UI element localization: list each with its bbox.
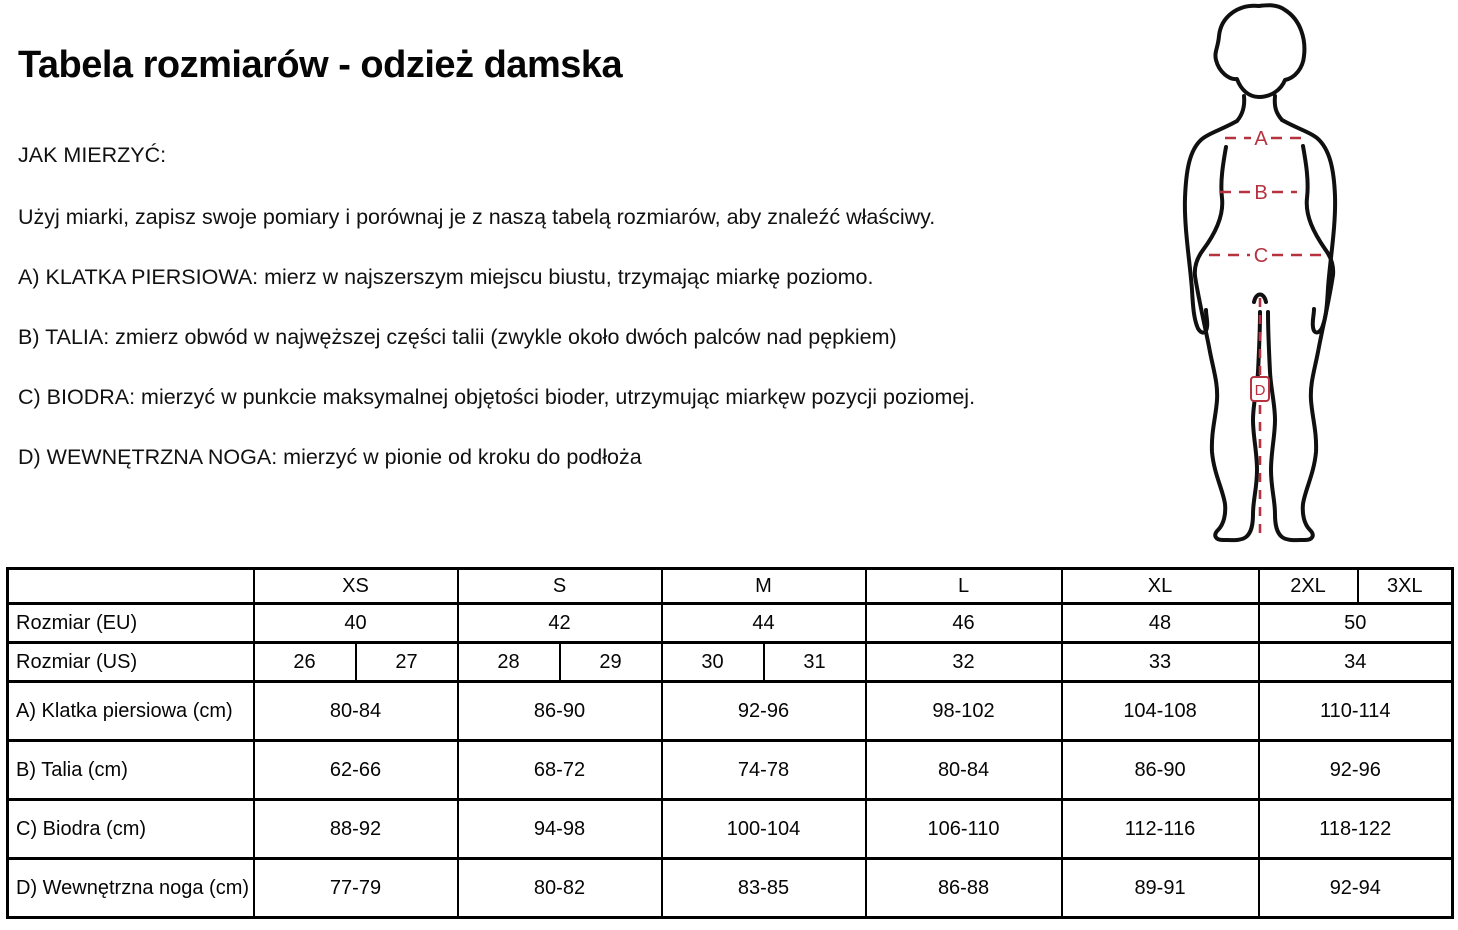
corner-cell bbox=[8, 569, 254, 604]
measure-label-a: A bbox=[1254, 128, 1268, 150]
cell: 30 bbox=[662, 643, 764, 682]
instruction-inner-leg: D) WEWNĘTRZNA NOGA: mierzyć w pionie od kroku do podłoża bbox=[18, 445, 642, 469]
cell: 40 bbox=[254, 604, 458, 643]
row-label: Rozmiar (US) bbox=[8, 643, 254, 682]
size-header-m: M bbox=[662, 569, 866, 604]
cell: 80-82 bbox=[458, 859, 662, 918]
size-header-l: L bbox=[866, 569, 1062, 604]
row-label: C) Biodra (cm) bbox=[8, 800, 254, 859]
head-outline bbox=[1215, 5, 1304, 97]
measure-label-c: C bbox=[1253, 245, 1269, 267]
table-row-us bbox=[8, 643, 1453, 682]
cell: 26 bbox=[254, 643, 356, 682]
cell: 86-90 bbox=[458, 682, 662, 741]
cell: 50 bbox=[1259, 604, 1453, 643]
cell: 104-108 bbox=[1062, 682, 1259, 741]
cell: 92-96 bbox=[662, 682, 866, 741]
size-header-3xl: 3XL bbox=[1358, 569, 1453, 604]
cell: 46 bbox=[866, 604, 1062, 643]
cell: 92-96 bbox=[1259, 741, 1453, 800]
table-row-hips bbox=[8, 800, 1453, 859]
size-header-2xl: 2XL bbox=[1259, 569, 1358, 604]
cell: 86-90 bbox=[1062, 741, 1259, 800]
cell: 112-116 bbox=[1062, 800, 1259, 859]
cell: 118-122 bbox=[1259, 800, 1453, 859]
cell: 48 bbox=[1062, 604, 1259, 643]
size-header-xs: XS bbox=[254, 569, 458, 604]
cell: 42 bbox=[458, 604, 662, 643]
table-row-sizes bbox=[8, 569, 1453, 604]
cell: 89-91 bbox=[1062, 859, 1259, 918]
female-body-figure bbox=[1173, 0, 1361, 550]
cell: 31 bbox=[764, 643, 866, 682]
cell: 77-79 bbox=[254, 859, 458, 918]
cell: 106-110 bbox=[866, 800, 1062, 859]
cell: 28 bbox=[458, 643, 560, 682]
cell: 100-104 bbox=[662, 800, 866, 859]
table-row-chest bbox=[8, 682, 1453, 741]
body-silhouette-svg bbox=[1173, 0, 1361, 550]
cell: 83-85 bbox=[662, 859, 866, 918]
instruction-chest: A) KLATKA PIERSIOWA: mierz w najszerszym miejscu biustu, trzymając miarkę poziomo. bbox=[18, 265, 874, 289]
size-header-xl: XL bbox=[1062, 569, 1259, 604]
cell: 80-84 bbox=[254, 682, 458, 741]
cell: 80-84 bbox=[866, 741, 1062, 800]
left-arm bbox=[1185, 121, 1237, 333]
instruction-waist: B) TALIA: zmierz obwód w najwęższej części talii (zwykle około dwóch palców nad pępkiem) bbox=[18, 325, 897, 349]
cell: 98-102 bbox=[866, 682, 1062, 741]
cell: 92-94 bbox=[1259, 859, 1453, 918]
cell: 27 bbox=[356, 643, 458, 682]
row-label: B) Talia (cm) bbox=[8, 741, 254, 800]
right-leg bbox=[1268, 275, 1333, 540]
left-torso-side bbox=[1195, 147, 1226, 276]
instruction-hips: C) BIODRA: mierzyć w punkcie maksymalnej objętości bioder, utrzymując miarkęw pozycji poziomej. bbox=[18, 385, 976, 409]
row-label: Rozmiar (EU) bbox=[8, 604, 254, 643]
measure-label-b: B bbox=[1254, 182, 1268, 204]
table-row-waist bbox=[8, 741, 1453, 800]
cell: 86-88 bbox=[866, 859, 1062, 918]
cell: 74-78 bbox=[662, 741, 866, 800]
row-label: D) Wewnętrzna noga (cm) bbox=[8, 859, 254, 918]
how-to-measure-heading: JAK MIERZYĆ: bbox=[18, 143, 167, 167]
cell: 33 bbox=[1062, 643, 1259, 682]
measure-label-d: D bbox=[1254, 382, 1266, 399]
cell: 88-92 bbox=[254, 800, 458, 859]
cell: 110-114 bbox=[1259, 682, 1453, 741]
cell: 44 bbox=[662, 604, 866, 643]
cell: 29 bbox=[560, 643, 662, 682]
size-table bbox=[6, 567, 1454, 919]
row-label: A) Klatka piersiowa (cm) bbox=[8, 682, 254, 741]
page-title: Tabela rozmiarów - odzież damska bbox=[18, 44, 623, 86]
cell: 62-66 bbox=[254, 741, 458, 800]
table-row-inner-leg bbox=[8, 859, 1453, 918]
cell: 32 bbox=[866, 643, 1062, 682]
intro-text: Użyj miarki, zapisz swoje pomiary i porównaj je z naszą tabelą rozmiarów, aby znaleźć właściwy. bbox=[18, 205, 936, 229]
cell: 94-98 bbox=[458, 800, 662, 859]
table-row-eu bbox=[8, 604, 1453, 643]
cell: 68-72 bbox=[458, 741, 662, 800]
cell: 34 bbox=[1259, 643, 1453, 682]
size-header-s: S bbox=[458, 569, 662, 604]
